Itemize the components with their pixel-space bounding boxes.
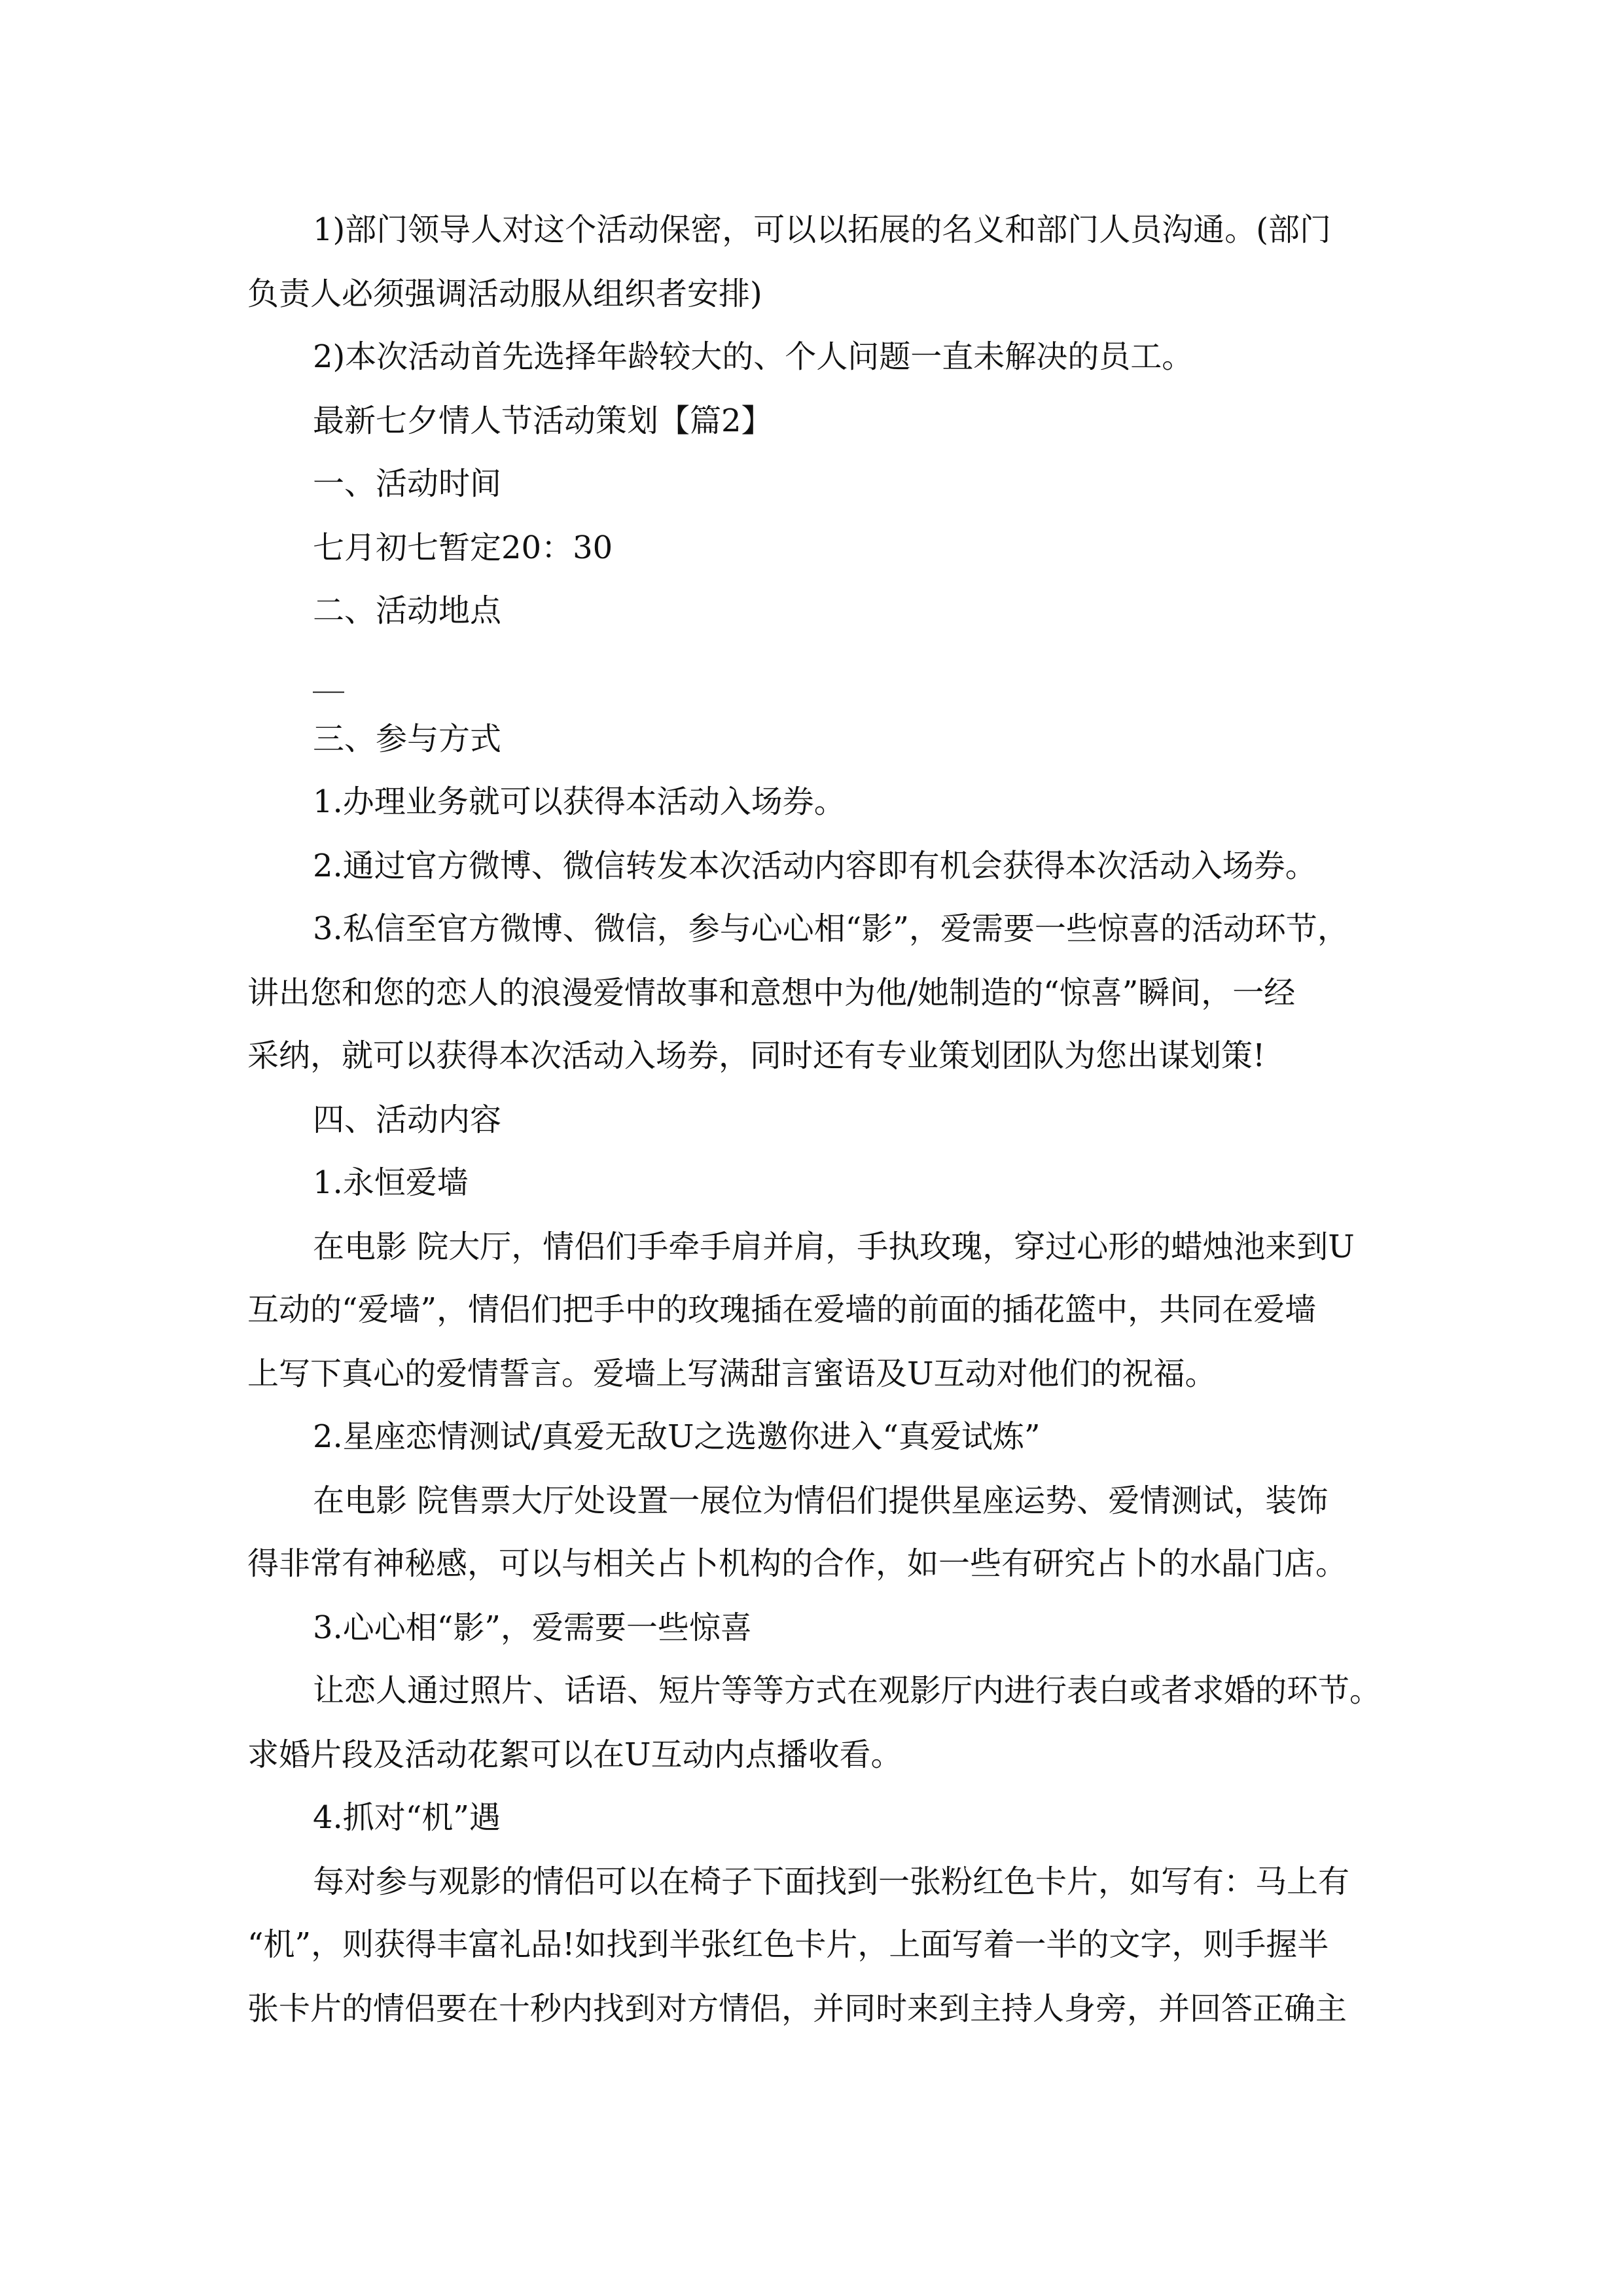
- subsection-heading: 1.永恒爱墙: [313, 1164, 469, 1201]
- paragraph-line: 采纳，就可以获得本次活动入场券，同时还有专业策划团队为您出谋划策!: [247, 1037, 1266, 1074]
- subsection-heading: 2.星座恋情测试/真爱无敌U之选邀你进入“真爱试炼”: [313, 1418, 1041, 1455]
- paragraph-line: 张卡片的情侣要在十秒内找到对方情侣，并同时来到主持人身旁，并回答正确主: [247, 1990, 1347, 2027]
- paragraph-line: 让恋人通过照片、话语、短片等等方式在观影厅内进行表白或者求婚的环节。: [313, 1672, 1382, 1709]
- paragraph-line: __: [313, 656, 344, 693]
- paragraph-line: 七月初七暂定20：30: [313, 529, 613, 566]
- section-heading: 一、活动时间: [313, 465, 502, 502]
- paragraph-line: 在电影 院售票大厅处设置一展位为情侣们提供星座运势、爱情测试，装饰: [313, 1482, 1329, 1519]
- paragraph-line: 上写下真心的爱情誓言。爱墙上写满甜言蜜语及U互动对他们的祝福。: [247, 1355, 1217, 1392]
- subsection-heading: 4.抓对“机”遇: [313, 1799, 501, 1836]
- paragraph-line: 3.私信至官方微博、微信，参与心心相“影”，爱需要一些惊喜的活动环节，: [313, 910, 1349, 947]
- section-heading: 三、参与方式: [313, 721, 502, 757]
- paragraph-line: “机”，则获得丰富礼品!如找到半张红色卡片，上面写着一半的文字，则手握半: [247, 1926, 1329, 1963]
- section-title: 最新七夕情人节活动策划【篇2】: [313, 403, 773, 439]
- paragraph-line: 1.办理业务就可以获得本活动入场券。: [313, 783, 846, 820]
- paragraph-line: 2.通过官方微博、微信转发本次活动内容即有机会获得本次活动入场券。: [313, 848, 1317, 884]
- section-heading: 四、活动内容: [313, 1102, 502, 1138]
- paragraph-line: 讲出您和您的恋人的浪漫爱情故事和意想中为他/她制造的“惊喜”瞬间，一经: [247, 975, 1296, 1011]
- paragraph-line: 每对参与观影的情侣可以在椅子下面找到一张粉红色卡片，如写有：马上有: [313, 1863, 1350, 1900]
- paragraph-line: 1)部门领导人对这个活动保密，可以以拓展的名义和部门人员沟通。(部门: [313, 211, 1331, 248]
- paragraph-line: 得非常有神秘感，可以与相关占卜机构的合作，如一些有研究占卜的水晶门店。: [247, 1545, 1347, 1582]
- paragraph-line: 在电影 院大厅，情侣们手牵手肩并肩，手执玫瑰，穿过心形的蜡烛池来到U: [313, 1229, 1355, 1265]
- paragraph-line: 互动的“爱墙”，情侣们把手中的玫瑰插在爱墙的前面的插花篮中，共同在爱墙: [247, 1291, 1317, 1328]
- paragraph-line: 求婚片段及活动花絮可以在U互动内点播收看。: [247, 1736, 902, 1773]
- paragraph-line: 2)本次活动首先选择年龄较大的、个人问题一直未解决的员工。: [313, 338, 1194, 375]
- section-heading: 二、活动地点: [313, 592, 502, 629]
- paragraph-line: 负责人必须强调活动服从组织者安排): [247, 276, 762, 312]
- subsection-heading: 3.心心相“影”，爱需要一些惊喜: [313, 1609, 752, 1646]
